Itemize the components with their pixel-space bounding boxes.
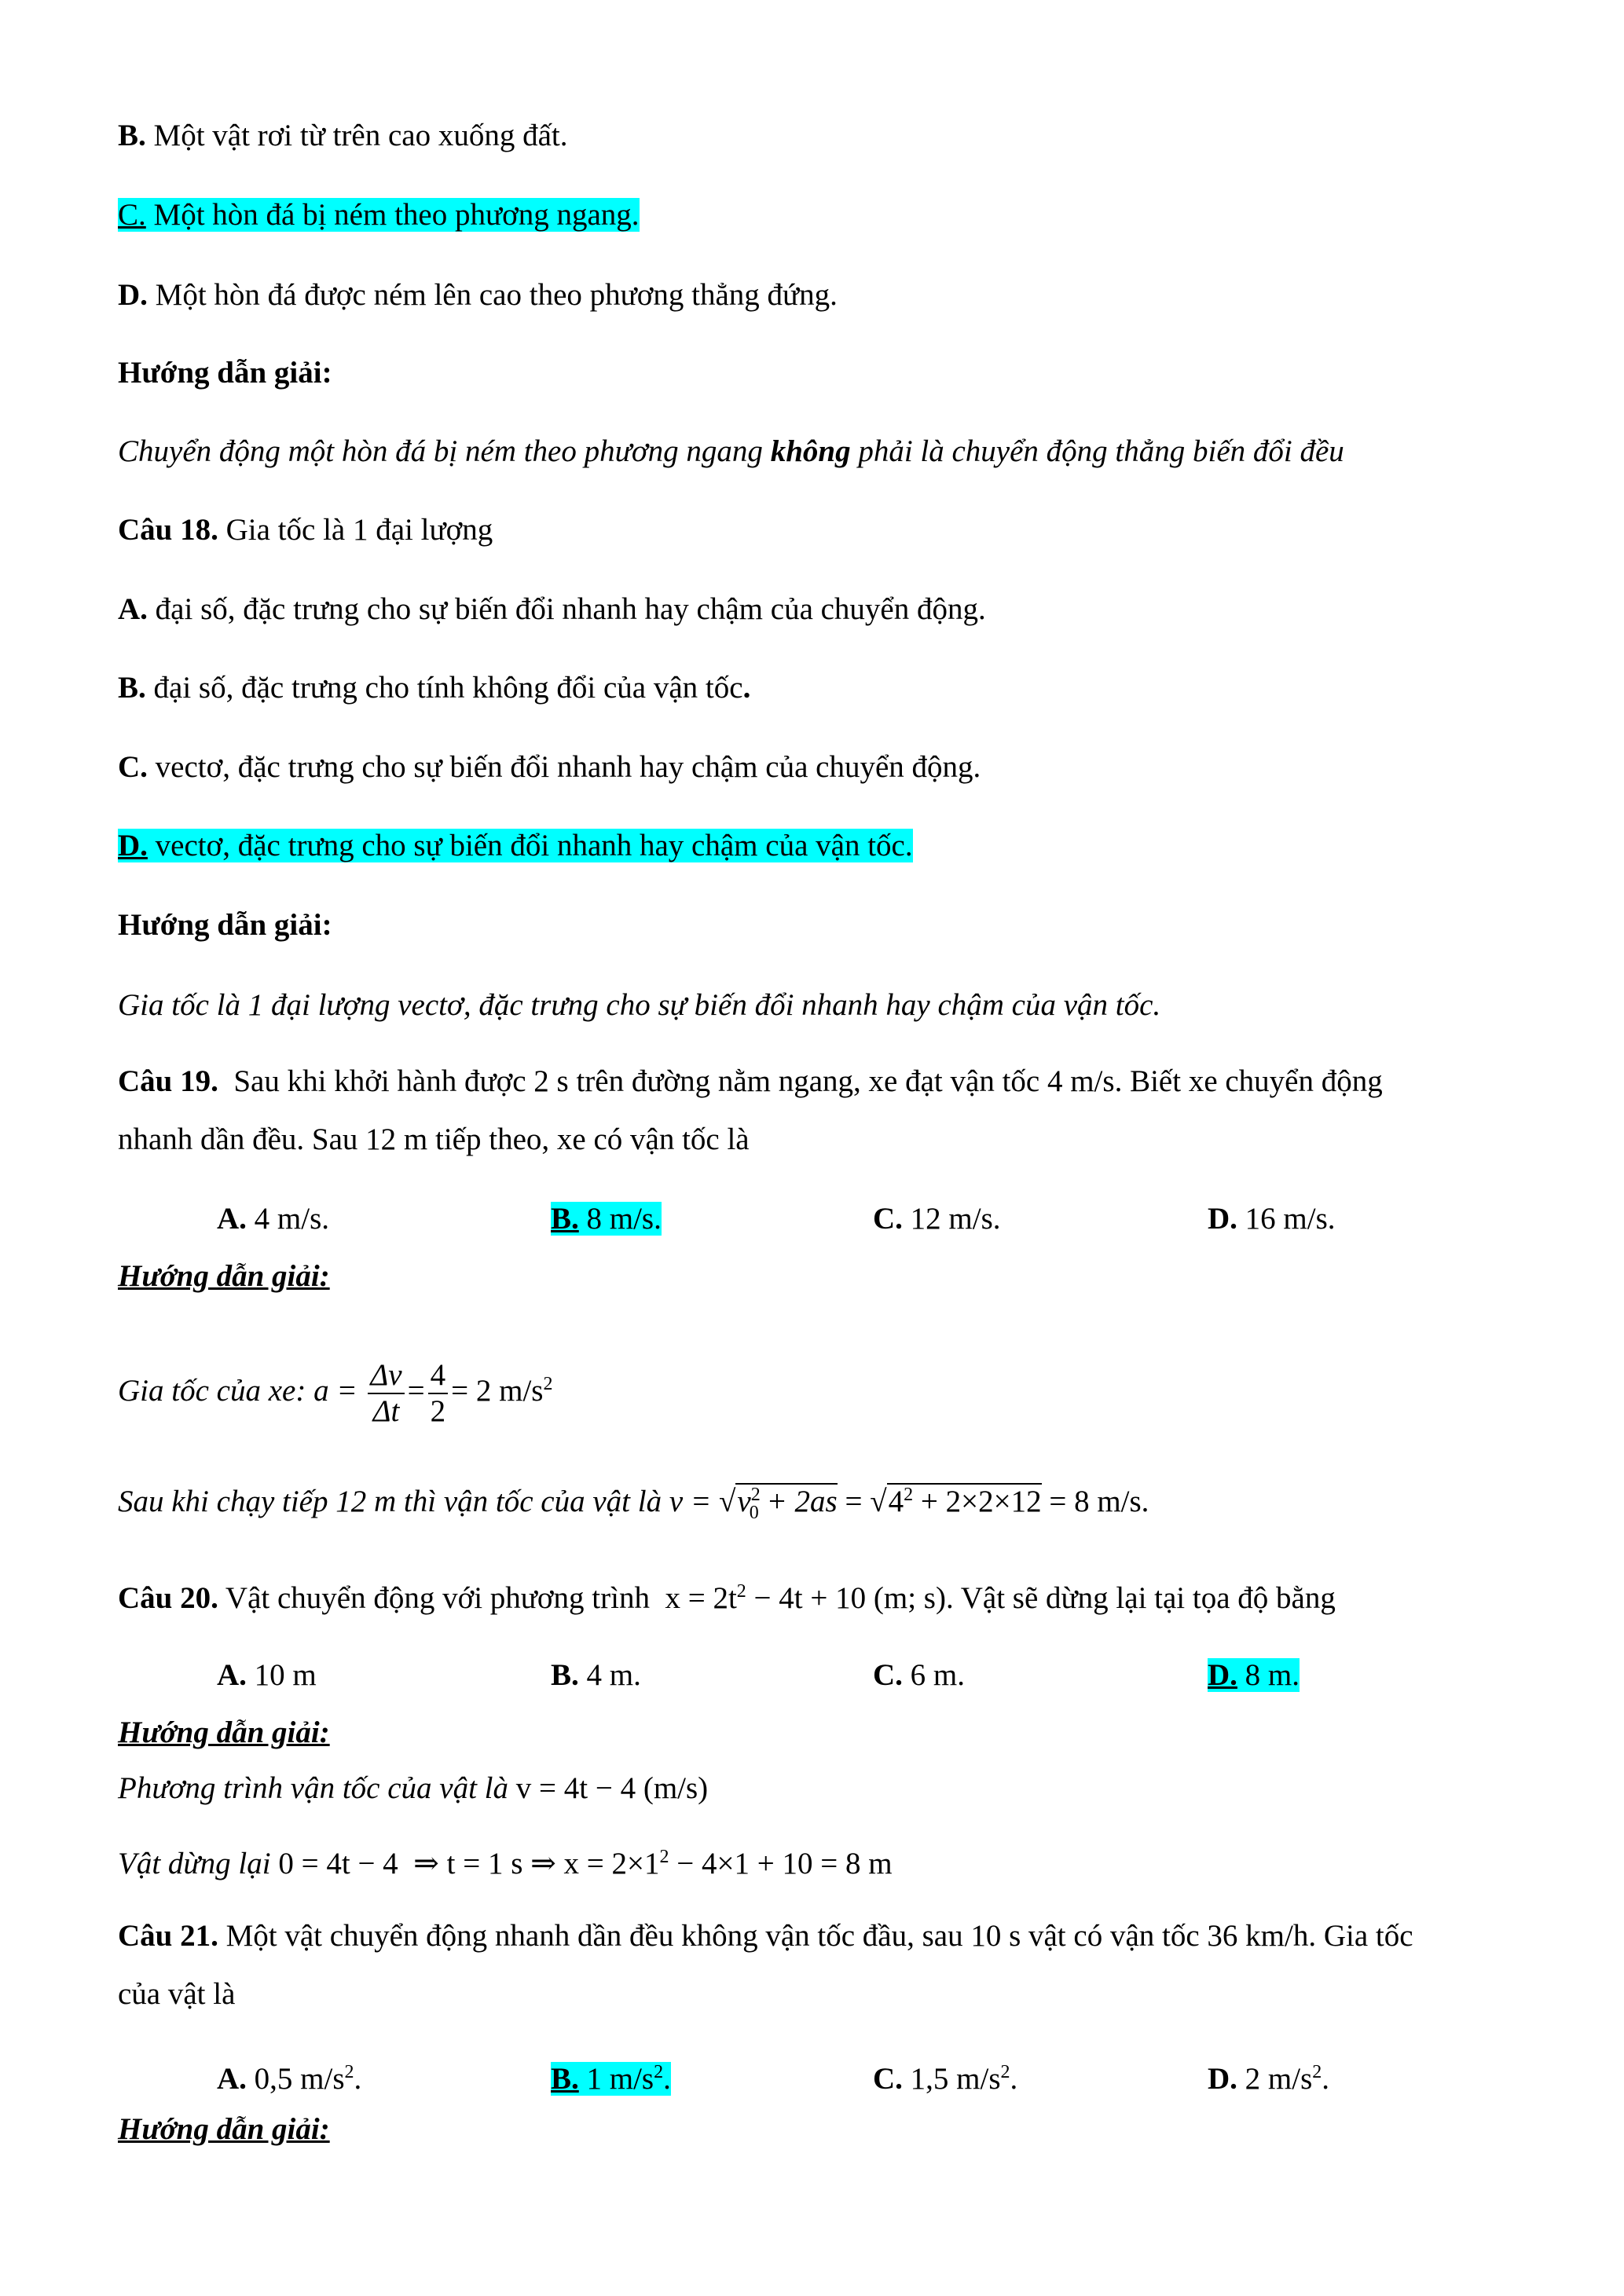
- q20-option-c: C. 6 m.: [873, 1658, 966, 1692]
- q17-solution: Chuyển động một hòn đá bị ném theo phương ngang không phải là chuyển động thẳng biến đổi đều: [118, 434, 1344, 468]
- q20-solution-stop: Vật dừng lại 0 = 4t − 4 ⇒ t = 1 s ⇒ $x = 2\times 1^2 - 4\times 1 + 10 = 8$ m: [118, 1847, 893, 1880]
- q21-question-line1: Câu 21. Một vật chuyển động nhanh dần đều không vận tốc đầu, sau 10 s vật có vận tốc 36 km/h. Gia tốc: [118, 1919, 1413, 1953]
- q18-question: Câu 18. Gia tốc là 1 đại lượng: [118, 513, 493, 547]
- q18-solution: Gia tốc là 1 đại lượng vectơ, đặc trưng cho sự biến đổi nhanh hay chậm của vận tốc.: [118, 988, 1161, 1022]
- q18-option-c: C. vectơ, đặc trưng cho sự biến đổi nhanh hay chậm của chuyển động.: [118, 750, 981, 784]
- fraction-dv-dt: $\frac{\Delta v}{\Delta t}$: [368, 1358, 404, 1429]
- q21-option-c: C. 1,5 $m/s^2$.: [873, 2062, 1018, 2096]
- q18-option-d-correct: D. vectơ, đặc trưng cho sự biến đổi nhanh hay chậm của vận tốc.: [118, 829, 913, 862]
- q19-solution-velocity: Sau khi chạy tiếp 12 m thì vận tốc của vật là $v = √v^2_0 + 2as = √4^2 + 2\times 2\times 12 = 8$ m/s.: [118, 1485, 1149, 1523]
- q21-option-a: A. 0,5 $m/s^2$.: [217, 2062, 362, 2096]
- fraction-4-2: $\frac{4}{2}$: [428, 1358, 449, 1429]
- q19-guide-title: Hướng dẫn giải:: [118, 1259, 330, 1293]
- q19-option-c: C. 12 m/s.: [873, 1202, 1001, 1236]
- q20-guide-title: Hướng dẫn giải:: [118, 1716, 330, 1749]
- q19-option-b-correct: B. 8 m/s.: [551, 1202, 662, 1236]
- q18-option-a: A. đại số, đặc trưng cho sự biến đổi nhanh hay chậm của chuyển động.: [118, 592, 986, 626]
- q19-question-line1: Câu 19. Sau khi khởi hành được 2 s trên đường nằm ngang, xe đạt vận tốc 4 m/s. Biết xe chuyển động: [118, 1064, 1383, 1098]
- q19-option-a: A. 4 m/s.: [217, 1202, 330, 1236]
- q21-option-d: D. 2 $m/s^2$.: [1208, 2062, 1330, 2096]
- q19-solution-acceleration: Gia tốc của xe: a = $\frac{\Delta v}{\Delta t}$ = $\frac{4}{2}$ = 2 $m/s^2$: [118, 1358, 553, 1428]
- q17-guide-title: Hướng dẫn giải:: [118, 356, 332, 390]
- q19-option-d: D. 16 m/s.: [1208, 1202, 1336, 1236]
- q17-option-c-correct: C. Một hòn đá bị ném theo phương ngang.: [118, 198, 640, 232]
- q20-question: Câu 20. Vật chuyển động với phương trình $x = 2t^2 - 4t + 10$ (m; s). Vật sẽ dừng lại tại tọa độ bằng: [118, 1581, 1336, 1615]
- q20-option-b: B. 4 m.: [551, 1658, 641, 1692]
- q18-guide-title: Hướng dẫn giải:: [118, 908, 332, 942]
- q17-option-b: B. Một vật rơi từ trên cao xuống đất.: [118, 119, 568, 152]
- q17-option-d: D. Một hòn đá được ném lên cao theo phương thẳng đứng.: [118, 278, 838, 312]
- q21-guide-title: Hướng dẫn giải:: [118, 2112, 330, 2146]
- q20-solution-velocity: Phương trình vận tốc của vật là v = 4t − 4 (m/s): [118, 1771, 709, 1805]
- q20-option-d-correct: D. 8 m.: [1208, 1658, 1300, 1692]
- q18-option-b: B. đại số, đặc trưng cho tính không đổi của vận tốc.: [118, 671, 751, 705]
- q20-option-a: A. 10 m: [217, 1658, 317, 1692]
- q21-option-b-correct: B. 1 $m/s^2$.: [551, 2062, 671, 2096]
- q21-question-line2: của vật là: [118, 1977, 236, 2011]
- q19-question-line2: nhanh dần đều. Sau 12 m tiếp theo, xe có vận tốc là: [118, 1122, 750, 1156]
